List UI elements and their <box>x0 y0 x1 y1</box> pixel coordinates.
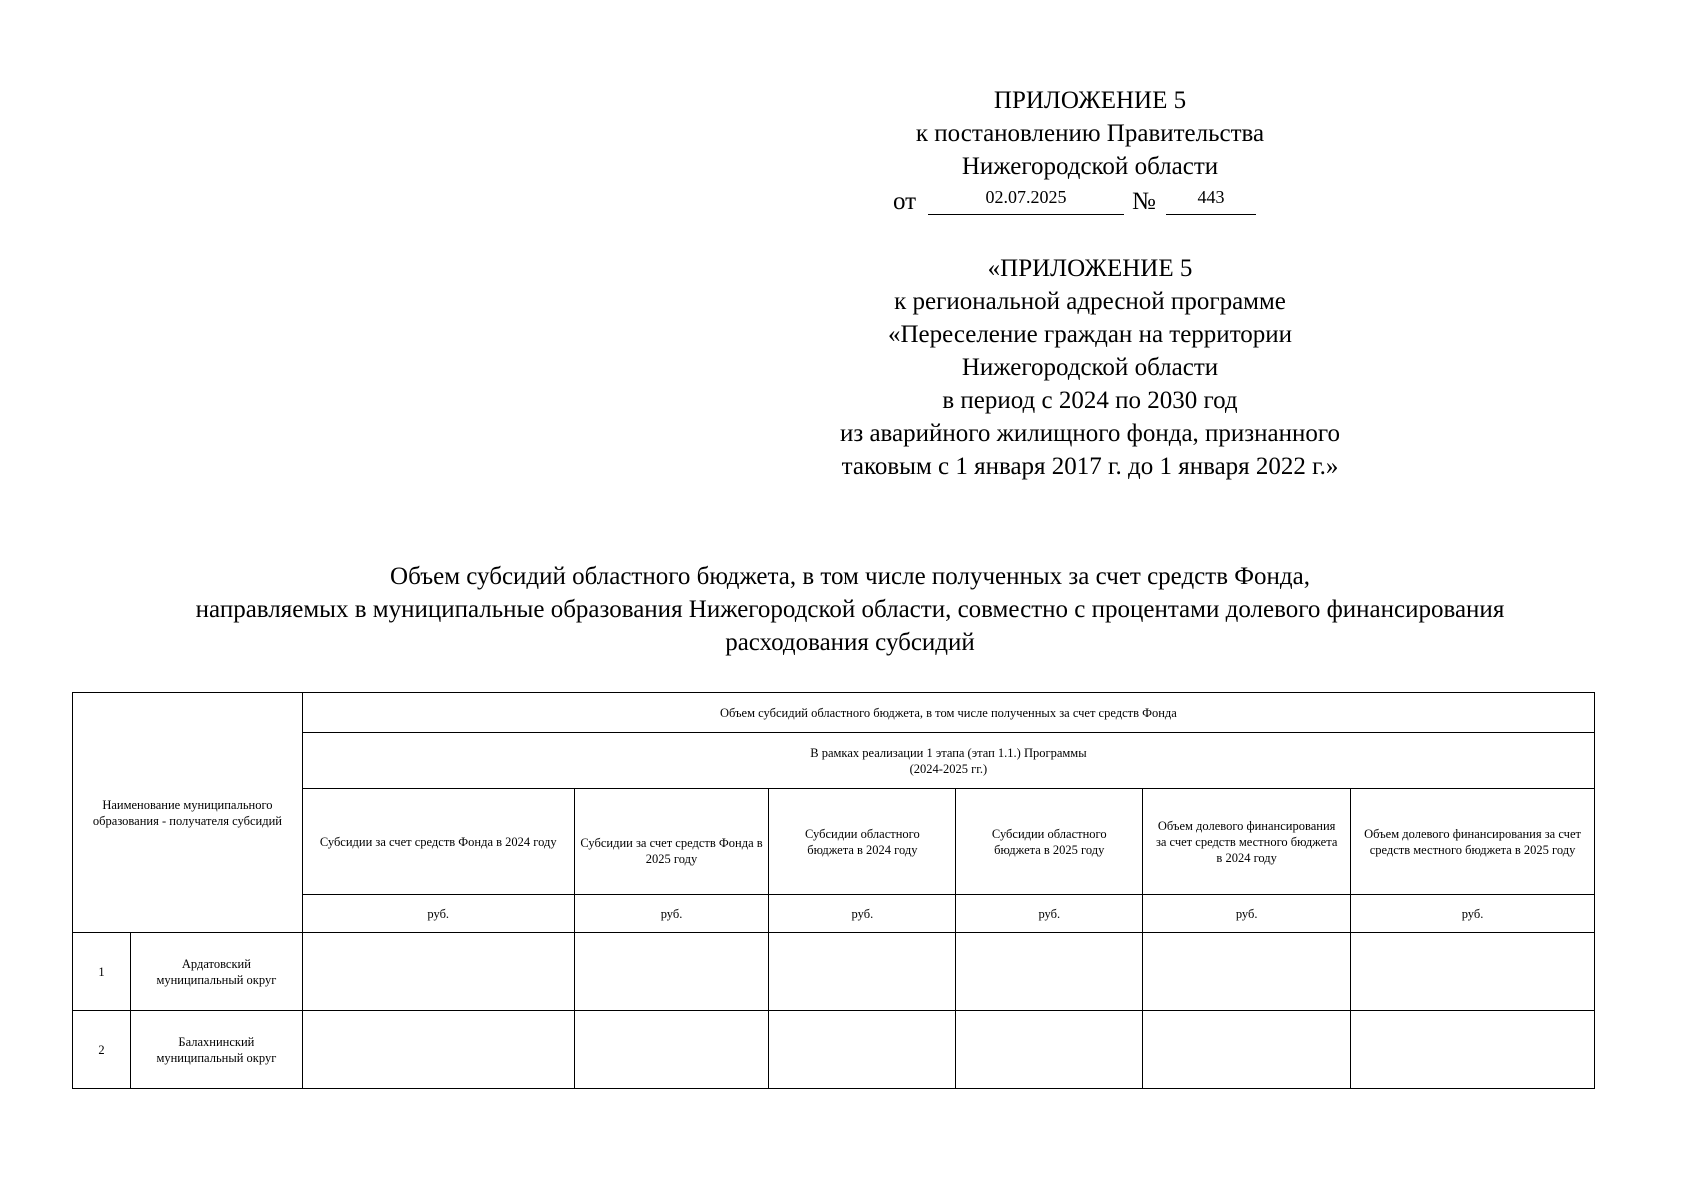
group-header: Объем субсидий областного бюджета, в том числе полученных за счет средств Фонда <box>720 705 1177 720</box>
data-cell <box>956 933 1143 1011</box>
row-number: 2 <box>73 1011 131 1089</box>
data-cell <box>302 1011 574 1089</box>
date-number-line <box>760 183 1420 219</box>
data-cell <box>956 1011 1143 1089</box>
column-header: Объем долевого финансирования за счет средств местного бюджета в 2025 году <box>1351 789 1595 895</box>
data-cell <box>574 933 769 1011</box>
column-header: Субсидии за счет средств Фонда в 2025 году <box>574 789 769 895</box>
row-name: Балахнинский муниципальный округ <box>130 1011 302 1089</box>
column-header: Субсидии областного бюджета в 2024 году <box>769 789 956 895</box>
header-resolution-line: к постановлению Правительства <box>915 120 1265 147</box>
unit-cell: руб. <box>1143 895 1351 933</box>
annex-line: «ПРИЛОЖЕНИЕ 5 <box>987 255 1193 282</box>
name-header: Наименование муниципального образования - получателя субсидий <box>92 797 282 828</box>
annex-line: «Переселение граждан на территории <box>887 321 1293 348</box>
date-field: 02.07.2025 <box>928 183 1124 215</box>
subsidy-table <box>72 692 1595 1089</box>
unit-cell: руб. <box>956 895 1143 933</box>
data-cell <box>1351 933 1595 1011</box>
number-sign: № <box>1132 188 1156 215</box>
annex-line: из аварийного жилищного фонда, признанного <box>839 420 1341 447</box>
row-name: Ардатовский муниципальный округ <box>130 933 302 1011</box>
column-header: Субсидии за счет средств Фонда в 2024 году <box>302 789 574 895</box>
annex-line: Нижегородской области <box>961 354 1219 381</box>
number-field: 443 <box>1166 183 1256 215</box>
document-title <box>70 560 1630 659</box>
stage-header-cell <box>302 733 1594 789</box>
group-header-cell <box>302 693 1594 733</box>
stage-header-period: (2024-2025 гг.) <box>909 761 988 776</box>
stage-header-line: В рамках реализации 1 этапа (этап 1.1.) Программы <box>810 745 1087 760</box>
data-cell <box>302 933 574 1011</box>
row-number: 1 <box>73 933 131 1011</box>
data-cell <box>1143 933 1351 1011</box>
table-row <box>73 933 1595 1011</box>
data-cell <box>769 933 956 1011</box>
column-header: Субсидии областного бюджета в 2025 году <box>956 789 1143 895</box>
data-cell <box>574 1011 769 1089</box>
title-line: направляемых в муниципальные образования Нижегородской области, совместно с процентами долевого финансирования <box>195 596 1505 623</box>
annex-line: к региональной адресной программе <box>894 288 1286 315</box>
unit-cell: руб. <box>1351 895 1595 933</box>
unit-cell: руб. <box>769 895 956 933</box>
data-cell <box>1351 1011 1595 1089</box>
data-cell <box>769 1011 956 1089</box>
header-region-line: Нижегородской области <box>961 153 1219 180</box>
table-row <box>73 1011 1595 1089</box>
annex-line: таковым с 1 января 2017 г. до 1 января 2022 г.» <box>841 453 1339 480</box>
resolution-header <box>760 84 1420 219</box>
column-header: Объем долевого финансирования за счет средств местного бюджета в 2024 году <box>1143 789 1351 895</box>
title-line: Объем субсидий областного бюджета, в том числе полученных за счет средств Фонда, <box>390 563 1310 590</box>
unit-cell: руб. <box>574 895 769 933</box>
annex-line: в период с 2024 по 2030 год <box>942 387 1238 414</box>
data-cell <box>1143 1011 1351 1089</box>
name-header-cell <box>73 693 303 933</box>
program-annex-block <box>760 252 1420 483</box>
unit-cell: руб. <box>302 895 574 933</box>
date-prefix: от <box>893 188 917 215</box>
title-line: расходования субсидий <box>725 629 975 656</box>
header-appendix-label: ПРИЛОЖЕНИЕ 5 <box>993 87 1187 114</box>
